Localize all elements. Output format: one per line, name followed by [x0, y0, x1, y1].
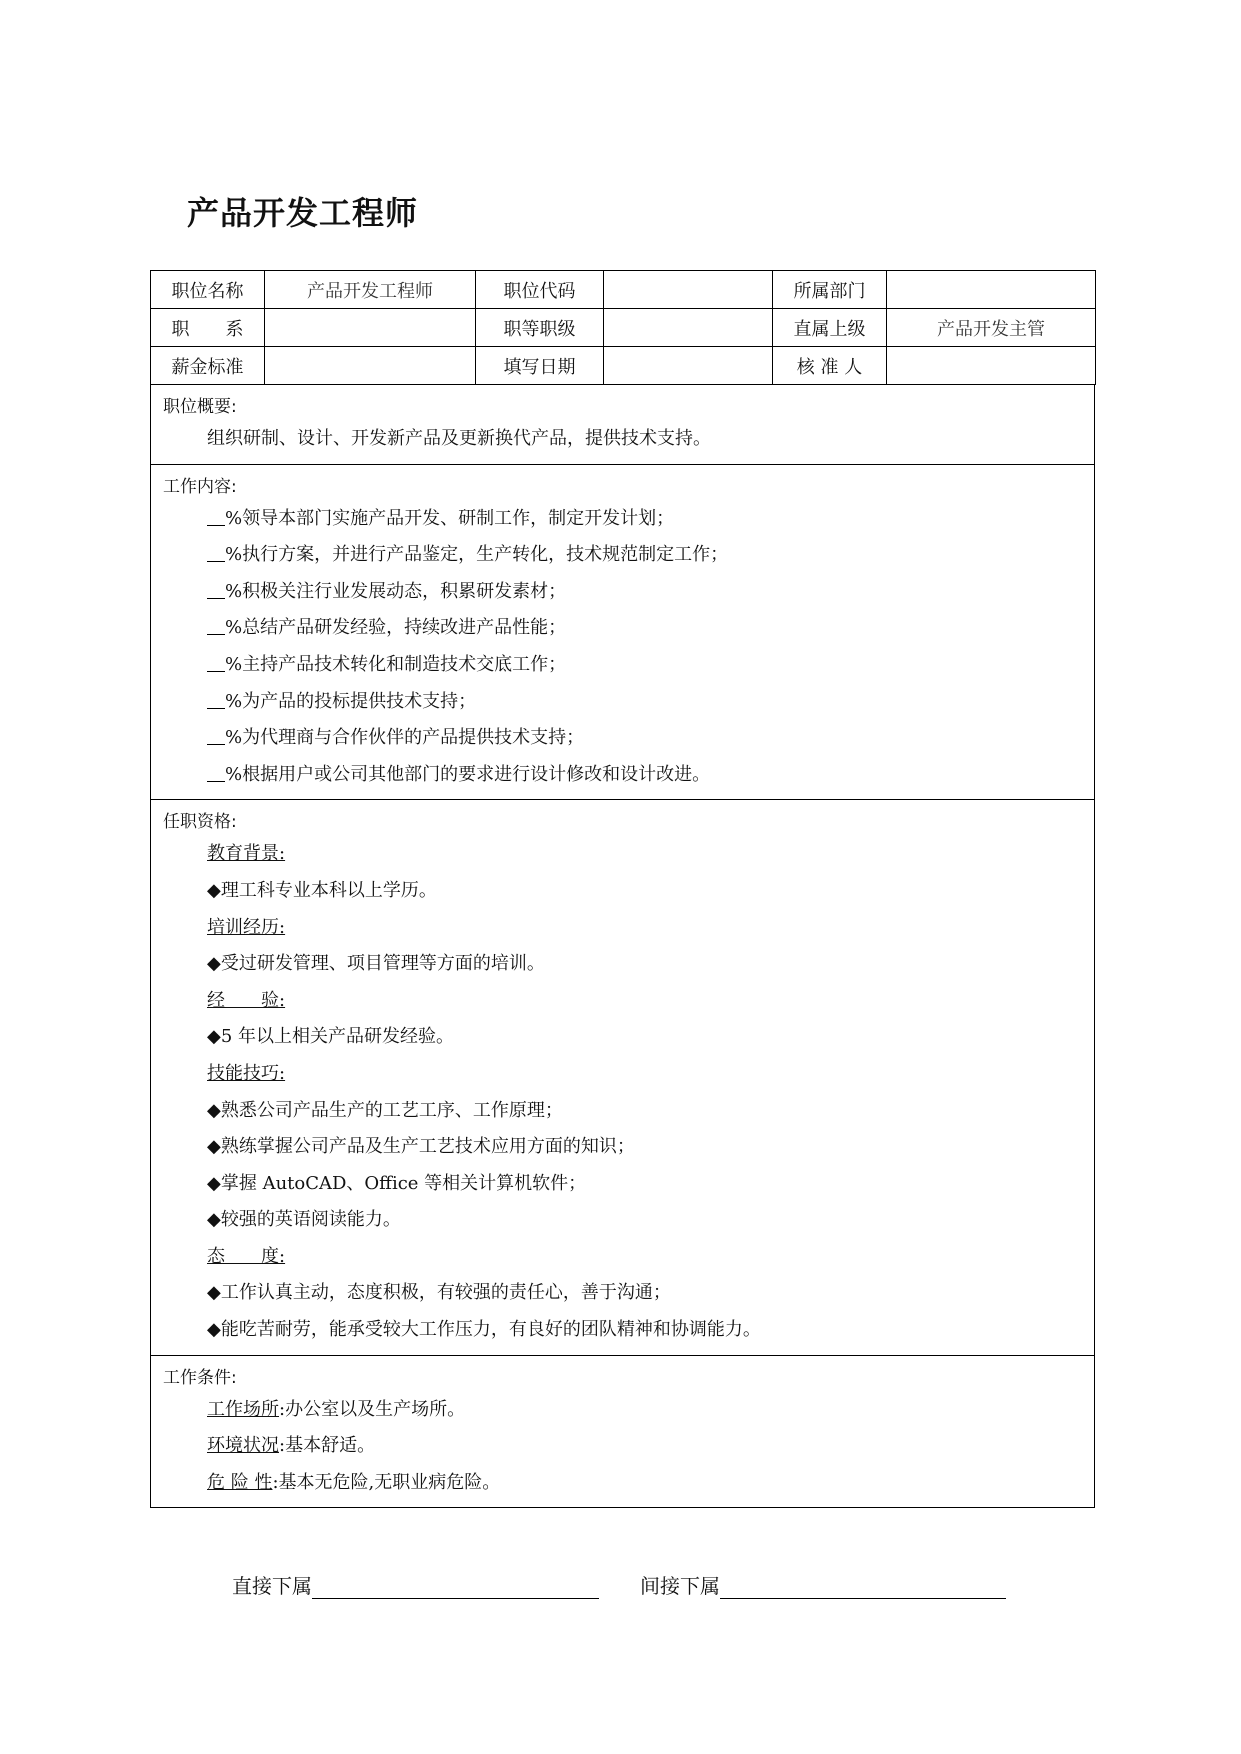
section-title: 工作条件: [163, 1367, 237, 1388]
value-job-family[interactable] [265, 309, 476, 347]
value-fill-date[interactable] [604, 347, 773, 385]
percent-blank[interactable] [207, 578, 225, 599]
direct-subordinates [232, 1570, 599, 1599]
value-approver[interactable] [887, 347, 1096, 385]
attitude-label: 态 度: [207, 1245, 286, 1267]
duty-item [163, 757, 1082, 794]
duty-item [163, 537, 1082, 574]
header-table [150, 270, 1096, 385]
value-supervisor[interactable]: 产品开发主管 [887, 309, 1096, 347]
direct-subordinates-field[interactable] [312, 1576, 599, 1599]
label-salary: 薪金标准 [151, 347, 265, 385]
percent-blank[interactable] [207, 614, 225, 635]
label-grade: 职等职级 [476, 309, 604, 347]
value-grade[interactable] [604, 309, 773, 347]
job-description-form [150, 270, 1095, 1508]
indirect-subordinates-label: 间接下属 [640, 1574, 720, 1598]
attitude-item: ◆能吃苦耐劳，能承受较大工作压力，有良好的团队精神和协调能力。 [207, 1319, 761, 1341]
condition-item [163, 1392, 1082, 1429]
workplace-label: 工作场所 [207, 1398, 279, 1420]
skills-label: 技能技巧: [207, 1062, 286, 1084]
value-position-code[interactable] [604, 271, 773, 309]
percent-blank[interactable] [207, 724, 225, 745]
section-title: 任职资格: [163, 812, 237, 833]
label-job-family: 职 系 [151, 309, 265, 347]
duty-item [163, 720, 1082, 757]
duty-text: %为产品的投标提供技术支持； [225, 690, 477, 712]
header-row [151, 347, 1096, 385]
label-position-name: 职位名称 [151, 271, 265, 309]
summary-section [150, 385, 1095, 465]
experience-text: ◆5 年以上相关产品研发经验。 [207, 1026, 455, 1048]
risk-value: :基本无危险,无职业病危险。 [272, 1471, 501, 1493]
label-fill-date: 填写日期 [476, 347, 604, 385]
duty-text: %主持产品技术转化和制造技术交底工作； [225, 653, 567, 675]
experience-label: 经 验: [207, 989, 286, 1011]
duty-item [163, 684, 1082, 721]
duty-item [163, 610, 1082, 647]
duty-text: %执行方案，并进行产品鉴定，生产转化，技术规范制定工作； [225, 544, 729, 566]
risk-label: 危 险 性 [207, 1471, 273, 1493]
header-row [151, 309, 1096, 347]
value-position-name[interactable]: 产品开发工程师 [265, 271, 476, 309]
label-department: 所属部门 [773, 271, 887, 309]
skill-item: ◆掌握 AutoCAD、Office 等相关计算机软件； [207, 1172, 587, 1194]
education-text: ◆理工科专业本科以上学历。 [207, 879, 437, 901]
environment-label: 环境状况 [207, 1435, 279, 1457]
value-department[interactable] [887, 271, 1096, 309]
summary-text: 组织研制、设计、开发新产品及更新换代产品，提供技术支持。 [207, 428, 711, 449]
direct-subordinates-label: 直接下属 [232, 1574, 312, 1598]
duty-text: %积极关注行业发展动态，积累研发素材； [225, 580, 567, 602]
skill-item: ◆熟练掌握公司产品及生产工艺技术应用方面的知识； [207, 1136, 635, 1158]
skill-item: ◆较强的英语阅读能力。 [207, 1209, 401, 1231]
qualifications-section [150, 800, 1095, 1355]
page-title: 产品开发工程师 [187, 194, 419, 232]
duty-text: %为代理商与合作伙伴的产品提供技术支持； [225, 727, 585, 749]
condition-item [163, 1465, 1082, 1502]
duty-item [163, 501, 1082, 538]
conditions-section [150, 1356, 1095, 1509]
label-supervisor: 直属上级 [773, 309, 887, 347]
training-label: 培训经历: [207, 916, 286, 938]
skill-item: ◆熟悉公司产品生产的工艺工序、工作原理； [207, 1099, 563, 1121]
education-label: 教育背景: [207, 843, 286, 865]
percent-blank[interactable] [207, 761, 225, 782]
percent-blank[interactable] [207, 505, 225, 526]
header-row [151, 271, 1096, 309]
duty-item [163, 647, 1082, 684]
duty-item [163, 574, 1082, 611]
percent-blank[interactable] [207, 541, 225, 562]
label-approver: 核 准 人 [773, 347, 887, 385]
environment-value: :基本舒适。 [279, 1435, 376, 1457]
workplace-value: :办公室以及生产场所。 [279, 1398, 466, 1420]
indirect-subordinates [640, 1570, 1006, 1599]
indirect-subordinates-field[interactable] [720, 1576, 1006, 1599]
label-position-code: 职位代码 [476, 271, 604, 309]
duty-text: %根据用户或公司其他部门的要求进行设计修改和设计改进。 [225, 763, 711, 785]
training-text: ◆受过研发管理、项目管理等方面的培训。 [207, 953, 545, 975]
condition-item [163, 1428, 1082, 1465]
percent-blank[interactable] [207, 688, 225, 709]
percent-blank[interactable] [207, 651, 225, 672]
value-salary[interactable] [265, 347, 476, 385]
section-title: 职位概要: [163, 397, 237, 417]
duty-text: %总结产品研发经验，持续改进产品性能； [225, 617, 567, 639]
attitude-item: ◆工作认真主动，态度积极，有较强的责任心，善于沟通； [207, 1282, 671, 1304]
duties-section [150, 465, 1095, 801]
section-title: 工作内容: [163, 476, 237, 497]
duty-text: %领导本部门实施产品开发、研制工作，制定开发计划； [225, 507, 675, 529]
